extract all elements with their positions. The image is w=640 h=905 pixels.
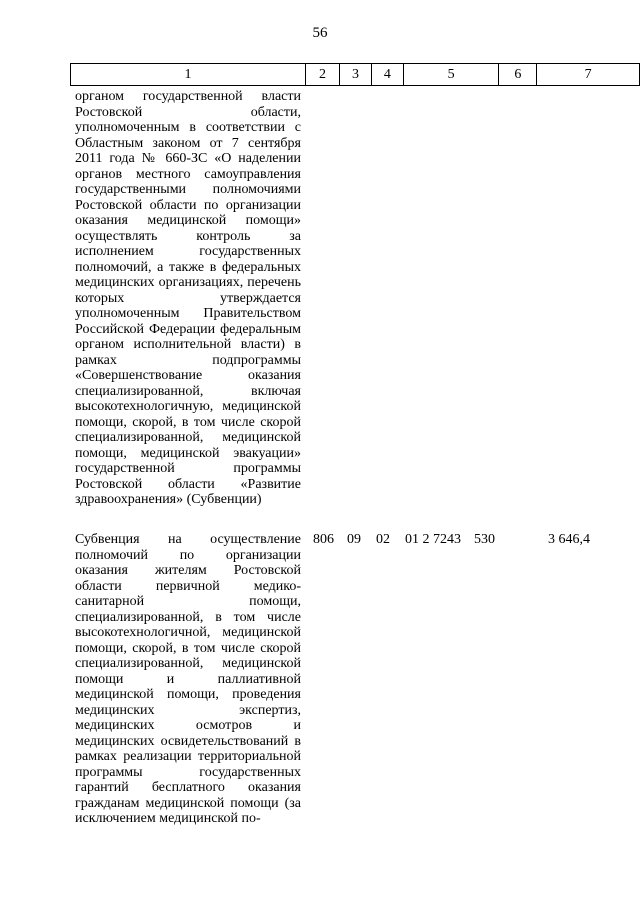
column-header-1: 1 (71, 64, 306, 86)
table-row-description (75, 89, 301, 508)
column-header-2: 2 (306, 64, 340, 86)
row-description-text: Субвенция на осуществление полномочий по организации оказания жителям Ростовской области первичной медико-санитарной помощи, специализированной, в том числе высокотехнологичной, медицинской помощи, скорой, в том числе скорой специализированной, медицинской помощи и паллиативной медицинской помощи, проведения медицинских экспертиз, медицинских осмотров и медицинских освидетельствований в рамках реализации территориальной программы государственных гарантий бесплатного оказания гражданам медицинской помощи (за исключением медицинской по- (75, 532, 301, 826)
column-header-5: 5 (403, 64, 499, 86)
table-row-description (75, 532, 301, 827)
column-header-3: 3 (340, 64, 372, 86)
row-description-text: органом государственной власти Ростовской области, уполномоченным в соответствии с Областным законом от 7 сентября 2011 года № 660-ЗС «О наделении органов местного самоуправления государственными полномочиями Ростовской области по организации оказания медицинской помощи» осуществлять контроль за исполнением государственных полномочий, а также в федеральных медицинских организациях, перечень которых утверждается уполномоченным Правительством Российской Федерации федеральным органом исполнительной власти) в рамках подпрограммы «Совершенствование оказания специализированной, включая высокотехнологичную, медицинской помощи, скорой, в том числе скорой специализированной, медицинской помощи, медицинской эвакуации» государственной программы Ростовской области «Развитие здравоохранения» (Субвенции) (75, 89, 301, 507)
ministry-code-cell: 806 (313, 532, 334, 547)
subsection-code-cell: 02 (376, 532, 390, 547)
column-header-7: 7 (537, 64, 640, 86)
column-header-table (70, 63, 640, 86)
amount-cell: 3 646,4 (548, 532, 590, 547)
expense-type-cell: 530 (474, 532, 495, 547)
section-code-cell: 09 (347, 532, 361, 547)
page-number: 56 (312, 25, 328, 41)
target-article-cell: 01 2 7243 (405, 532, 461, 547)
column-header-6: 6 (499, 64, 537, 86)
column-header-4: 4 (371, 64, 403, 86)
column-header-row (71, 64, 640, 86)
